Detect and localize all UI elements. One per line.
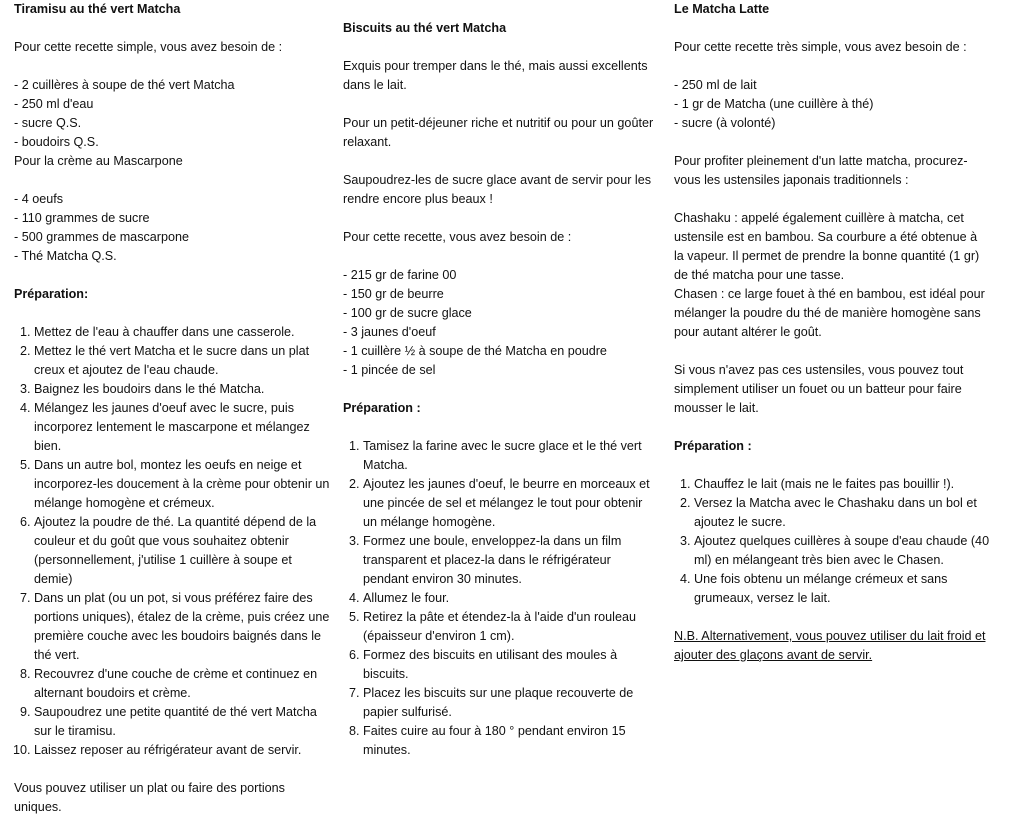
step-item: 4. Mélangez les jaunes d'oeuf avec le sucre, puis incorporez lentement le mascarpone et mélangez bien.: [34, 399, 330, 456]
step-item: 1. Mettez de l'eau à chauffer dans une casserole.: [34, 323, 330, 342]
step-item: 5. Retirez la pâte et étendez-la à l'aide d'un rouleau (épaisseur d'environ 1 cm).: [363, 608, 659, 646]
description-paragraph: Pour un petit-déjeuner riche et nutritif ou pour un goûter relaxant.: [343, 116, 654, 149]
step-item: 3. Ajoutez quelques cuillères à soupe d'eau chaude (40 ml) en mélangeant très bien avec le Chasen.: [694, 532, 990, 570]
ingredients-intro: Pour cette recette simple, vous avez besoin de :: [14, 40, 283, 54]
list-item: - 100 gr de sucre glace: [343, 306, 472, 320]
list-item: - 1 pincée de sel: [343, 363, 436, 377]
step-item: 4. Une fois obtenu un mélange crémeux et sans grumeaux, versez le lait.: [694, 570, 990, 608]
ingredients-intro: Pour cette recette très simple, vous avez besoin de :: [674, 40, 967, 54]
note-paragraph: N.B. Alternativement, vous pouvez utiliser du lait froid et ajouter des glaçons avant de servir.: [674, 629, 986, 662]
cream-subtitle: Pour la crème au Mascarpone: [14, 154, 183, 168]
description-paragraph: Exquis pour tremper dans le thé, mais aussi excellents dans le lait.: [343, 59, 648, 92]
recipe-title: Biscuits au thé vert Matcha: [343, 21, 507, 35]
recipe-footer: Vous pouvez utiliser un plat ou faire des portions uniques.: [14, 781, 285, 814]
list-item: - 2 cuillères à soupe de thé vert Matcha: [14, 78, 235, 92]
ingredients-intro: Pour cette recette, vous avez besoin de :: [343, 230, 572, 244]
preparation-heading: Préparation:: [14, 287, 89, 301]
step-item: 1. Chauffez le lait (mais ne le faites pas bouillir !).: [694, 475, 990, 494]
list-item: - 250 ml de lait: [674, 78, 757, 92]
ingredients-list: [343, 266, 659, 380]
recipe-matcha-latte: [674, 0, 990, 665]
list-item: - 1 gr de Matcha (une cuillère à thé): [674, 97, 874, 111]
preparation-heading: Préparation :: [674, 439, 752, 453]
step-item: 2. Versez la Matcha avec le Chashaku dans un bol et ajoutez le sucre.: [694, 494, 990, 532]
ingredients-list: [14, 76, 330, 152]
step-item: 7. Dans un plat (ou un pot, si vous préférez faire des portions uniques), étalez de la crème, puis créez une première couche avec les boudoirs baignés dans le thé vert.: [34, 589, 330, 665]
step-item: 3. Formez une boule, enveloppez-la dans un film transparent et placez-la dans le réfrigérateur pendant environ 30 minutes.: [363, 532, 659, 589]
list-item: - 110 grammes de sucre: [14, 211, 150, 225]
list-item: - 4 oeufs: [14, 192, 64, 206]
list-item: - 500 grammes de mascarpone: [14, 230, 189, 244]
step-item: 2. Ajoutez les jaunes d'oeuf, le beurre en morceaux et une pincée de sel et mélangez le tout pour obtenir un mélange homogène.: [363, 475, 659, 532]
description-paragraph: Saupoudrez-les de sucre glace avant de servir pour les rendre encore plus beaux !: [343, 173, 652, 206]
step-item: 2. Mettez le thé vert Matcha et le sucre dans un plat creux et ajoutez de l'eau chaude.: [34, 342, 330, 380]
list-item: - 150 gr de beurre: [343, 287, 444, 301]
list-item: - 3 jaunes d'oeuf: [343, 325, 436, 339]
preparation-steps: [14, 323, 330, 760]
list-item: - boudoirs Q.S.: [14, 135, 99, 149]
list-item: - 250 ml d'eau: [14, 97, 94, 111]
step-item: 3. Baignez les boudoirs dans le thé Matcha.: [34, 380, 330, 399]
list-item: - 1 cuillère ½ à soupe de thé Matcha en poudre: [343, 344, 607, 358]
step-item: 5. Dans un autre bol, montez les oeufs en neige et incorporez-les doucement à la crème pour obtenir un mélange homogène et crémeux.: [34, 456, 330, 513]
step-item: 10. Laissez reposer au réfrigérateur avant de servir.: [34, 741, 330, 760]
cream-ingredients-list: [14, 190, 330, 266]
recipe-title: Le Matcha Latte: [674, 2, 770, 16]
chashaku-description: Chashaku : appelé également cuillère à matcha, cet ustensile est en bambou. Sa courbure a été obtenue à la vapeur. Il permet de prendre la bonne quantité (1 gr) de thé matcha pour une tasse.: [674, 211, 980, 282]
step-item: 7. Placez les biscuits sur une plaque recouverte de papier sulfurisé.: [363, 684, 659, 722]
list-item: - sucre Q.S.: [14, 116, 82, 130]
recipe-tiramisu: [14, 0, 330, 817]
step-item: 8. Faites cuire au four à 180 ° pendant environ 15 minutes.: [363, 722, 659, 760]
step-item: 6. Ajoutez la poudre de thé. La quantité dépend de la couleur et du goût que vous souhaitez obtenir (personnellement, j'utilise 1 cuillère à soupe et demie): [34, 513, 330, 589]
recipe-title: Tiramisu au thé vert Matcha: [14, 2, 181, 16]
alternative-paragraph: Si vous n'avez pas ces ustensiles, vous pouvez tout simplement utiliser un fouet ou un batteur pour faire mousser le lait.: [674, 363, 964, 415]
preparation-steps: [343, 437, 659, 760]
step-item: 4. Allumez le four.: [363, 589, 659, 608]
tools-intro: Pour profiter pleinement d'un latte matcha, procurez-vous les ustensiles japonais traditionnels :: [674, 154, 968, 187]
ingredients-list: [674, 76, 990, 133]
preparation-steps: [674, 475, 990, 608]
step-item: 6. Formez des biscuits en utilisant des moules à biscuits.: [363, 646, 659, 684]
chasen-description: Chasen : ce large fouet à thé en bambou, est idéal pour mélanger la poudre du thé de manière homogène sans pour autant altérer le goût.: [674, 287, 985, 339]
step-item: 9. Saupoudrez une petite quantité de thé vert Matcha sur le tiramisu.: [34, 703, 330, 741]
list-item: - 215 gr de farine 00: [343, 268, 457, 282]
recipe-biscuits: [343, 0, 659, 760]
list-item: - sucre (à volonté): [674, 116, 776, 130]
list-item: - Thé Matcha Q.S.: [14, 249, 117, 263]
step-item: 8. Recouvrez d'une couche de crème et continuez en alternant boudoirs et crème.: [34, 665, 330, 703]
preparation-heading: Préparation :: [343, 401, 421, 415]
step-item: 1. Tamisez la farine avec le sucre glace et le thé vert Matcha.: [363, 437, 659, 475]
